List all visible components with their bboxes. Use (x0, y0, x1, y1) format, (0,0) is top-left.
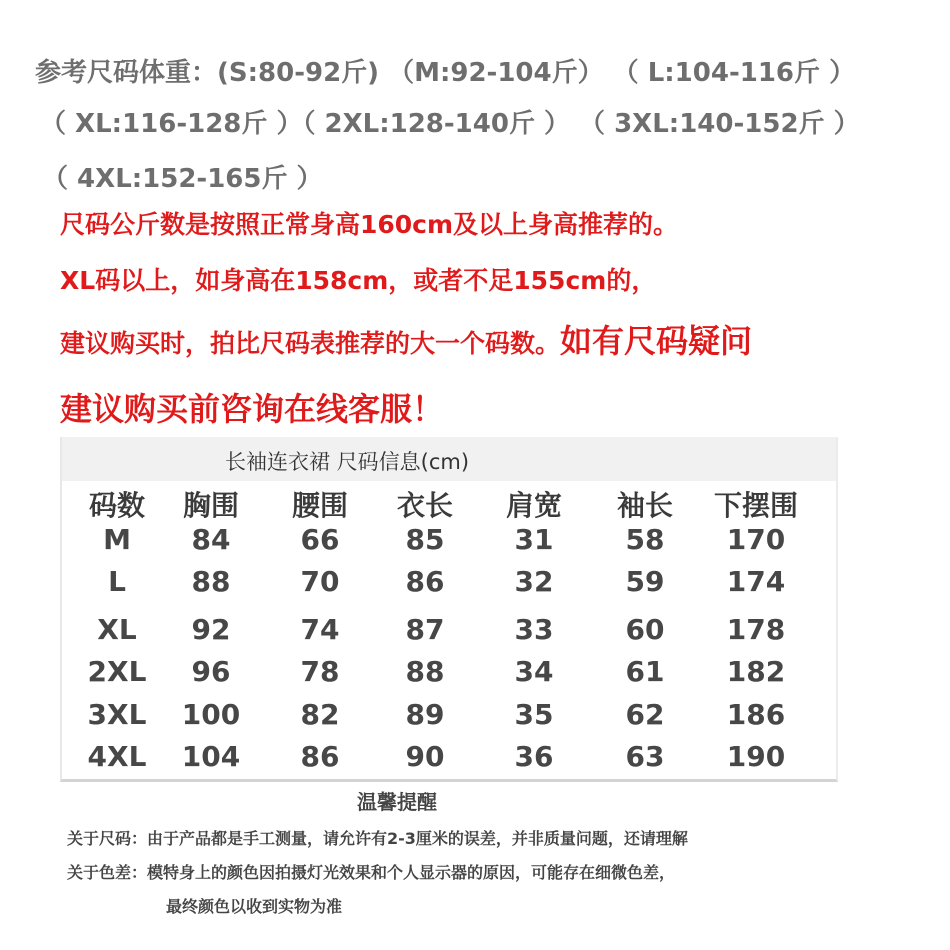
table-cell: 60 (625, 613, 665, 646)
size-table-title: 长袖连衣裙 尺码信息(cm) (225, 450, 470, 474)
table-cell: 104 (181, 740, 241, 773)
table-cell: 174 (726, 565, 786, 598)
color-difference-note-cont: 最终颜色以收到实物为准 (166, 897, 343, 916)
table-cell: 33 (514, 613, 554, 646)
notice-line-3-text: 建议购买时，拍比尺码表推荐的大一个码数。 (60, 329, 561, 358)
notice-size-question: 如有尺码疑问 (560, 322, 753, 360)
table-cell: 74 (300, 613, 340, 646)
notice-line-1: 尺码公斤数是按照正常身高160cm及以上身高推荐的。 (60, 210, 679, 239)
table-header-cell: 衣长 (396, 489, 453, 522)
table-header-cell: 袖长 (616, 489, 673, 522)
table-cell: 35 (514, 698, 554, 731)
table-cell: 86 (300, 740, 340, 773)
table-cell: 61 (625, 655, 665, 688)
table-cell: 92 (191, 613, 231, 646)
table-cell: 34 (514, 655, 554, 688)
table-header-cell: 腰围 (291, 489, 348, 522)
color-difference-note: 关于色差：模特身上的颜色因拍摄灯光效果和个人显示器的原因，可能存在细微色差， (67, 863, 676, 882)
table-cell: 85 (405, 523, 445, 556)
table-cell: 182 (726, 655, 786, 688)
table-cell: 190 (726, 740, 786, 773)
weight-guide-line-3: （ 4XL:152-165斤 ） (42, 164, 323, 194)
reminder-title: 温馨提醒 (357, 790, 437, 814)
table-cell: 82 (300, 698, 340, 731)
size-tolerance-note: 关于尺码：由于产品都是手工测量，请允许有2-3厘米的误差，并非质量问题，还请理解 (67, 829, 688, 848)
table-cell: 78 (300, 655, 340, 688)
table-cell: 90 (405, 740, 445, 773)
table-cell: 59 (625, 565, 665, 598)
table-cell: 88 (191, 565, 231, 598)
table-cell: 70 (300, 565, 340, 598)
table-header-cell: 肩宽 (505, 489, 562, 522)
table-size-label: M (103, 523, 131, 556)
size-table (60, 437, 838, 782)
table-cell: 100 (181, 698, 241, 731)
table-cell: 32 (514, 565, 554, 598)
notice-consult-line: 建议购买前咨询在线客服！ (60, 390, 445, 428)
table-header-cell: 胸围 (182, 489, 239, 522)
table-cell: 170 (726, 523, 786, 556)
notice-line-2: XL码以上，如身高在158cm，或者不足155cm的， (60, 266, 657, 295)
table-cell: 96 (191, 655, 231, 688)
table-size-label: XL (97, 613, 137, 646)
table-cell: 36 (514, 740, 554, 773)
table-cell: 66 (300, 523, 340, 556)
table-size-label: 4XL (87, 740, 147, 773)
table-size-label: 3XL (87, 698, 147, 731)
table-cell: 62 (625, 698, 665, 731)
table-size-label: 2XL (87, 655, 147, 688)
notice-line-3 (60, 316, 752, 362)
table-cell: 178 (726, 613, 786, 646)
table-cell: 89 (405, 698, 445, 731)
size-table-title-bar (62, 437, 836, 481)
table-cell: 88 (405, 655, 445, 688)
weight-guide-line-1: 参考尺码体重：(S:80-92斤) （M:92-104斤） （ L:104-116斤 ） (35, 58, 856, 88)
table-size-label: L (108, 565, 126, 598)
weight-guide-line-2: （ XL:116-128斤 ）（ 2XL:128-140斤 ） （ 3XL:140-152斤 ） (40, 109, 860, 139)
table-cell: 31 (514, 523, 554, 556)
table-cell: 84 (191, 523, 231, 556)
table-cell: 63 (625, 740, 665, 773)
table-header-cell: 下摆围 (713, 489, 798, 522)
table-cell: 86 (405, 565, 445, 598)
table-cell: 186 (726, 698, 786, 731)
table-header-cell: 码数 (88, 489, 145, 522)
table-cell: 58 (625, 523, 665, 556)
table-cell: 87 (405, 613, 445, 646)
